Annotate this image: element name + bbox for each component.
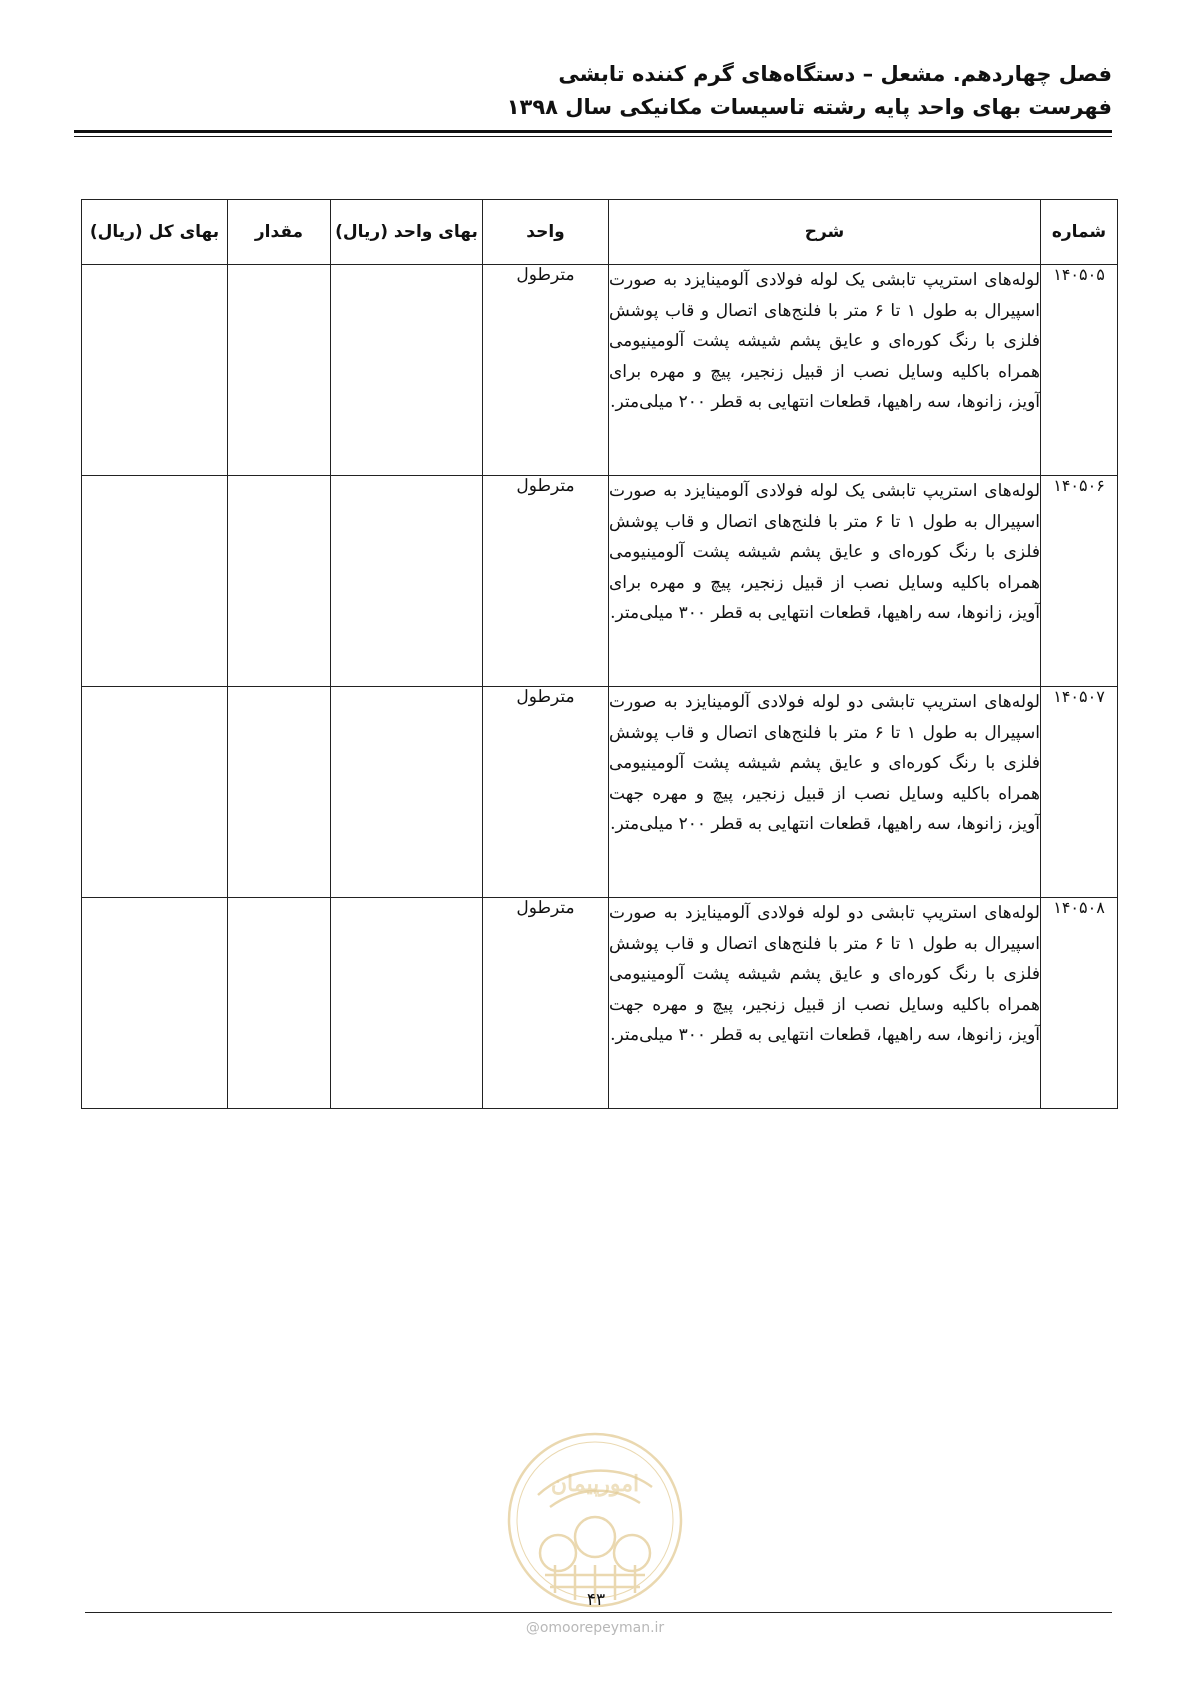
table-row: [82, 265, 1118, 476]
column-header-unit-price: بهای واحد (ریال): [331, 200, 483, 265]
header-rule-thick: [74, 130, 1112, 133]
row-code: ۱۴۰۵۰۷: [1041, 687, 1118, 898]
row-code: ۱۴۰۵۰۸: [1041, 898, 1118, 1109]
table-header-row: [82, 200, 1118, 265]
row-description: لوله‌های استریپ تابشی یک لوله فولادی آلومینایزد به صورت اسپیرال به طول ۱ تا ۶ متر با فلنج‌های اتصال و قاب پوشش فلزی با رنگ کوره‌ای و عایق پشم شیشه پشت آلومینیومی همراه باکلیه وسایل نصب از قبیل زنجیر، پیچ و مهره برای آویز، زانوها، سه راهیها، قطعات انتهایی به قطر ۲۰۰ میلی‌متر.: [609, 265, 1041, 476]
row-unit: مترطول: [483, 265, 609, 476]
header-rule-thin: [74, 136, 1112, 137]
row-total-price: [82, 476, 228, 687]
row-total-price: [82, 265, 228, 476]
watermark-text: امورپیمان: [550, 1471, 640, 1497]
price-list-table: [81, 199, 1118, 1109]
table-row: [82, 687, 1118, 898]
row-unit-price: [331, 687, 483, 898]
row-description: لوله‌های استریپ تابشی دو لوله فولادی آلومینایزد به صورت اسپیرال به طول ۱ تا ۶ متر با فلنج‌های اتصال و قاب پوشش فلزی با رنگ کوره‌ای و عایق پشم شیشه پشت آلومینیومی همراه باکلیه وسایل نصب از قبیل زنجیر، پیچ و مهره جهت آویز، زانوها، سه راهیها، قطعات انتهایی به قطر ۳۰۰ میلی‌متر.: [609, 898, 1041, 1109]
column-header-quantity: مقدار: [228, 200, 331, 265]
row-code: ۱۴۰۵۰۶: [1041, 476, 1118, 687]
column-header-unit: واحد: [483, 200, 609, 265]
row-unit: مترطول: [483, 898, 609, 1109]
row-quantity: [228, 476, 331, 687]
row-unit-price: [331, 476, 483, 687]
row-total-price: [82, 687, 228, 898]
website-watermark: @omoorepeyman.ir: [525, 1620, 665, 1636]
table-row: [82, 476, 1118, 687]
watermark-logo: [500, 1425, 690, 1615]
footer-rule: [85, 1612, 1112, 1613]
row-quantity: [228, 687, 331, 898]
row-unit-price: [331, 898, 483, 1109]
chapter-title: فصل چهاردهم. مشعل – دستگاه‌های گرم کننده تابشی: [558, 62, 1112, 86]
table-row: [82, 898, 1118, 1109]
row-code: ۱۴۰۵۰۵: [1041, 265, 1118, 476]
watermark-emblem-icon: [509, 1434, 681, 1606]
row-quantity: [228, 898, 331, 1109]
column-header-code: شماره: [1041, 200, 1118, 265]
row-quantity: [228, 265, 331, 476]
page-number: ۴۳: [586, 1590, 606, 1610]
document-title: فهرست بهای واحد پایه رشته تاسیسات مکانیکی سال ۱۳۹۸: [506, 95, 1112, 119]
row-total-price: [82, 898, 228, 1109]
row-description: لوله‌های استریپ تابشی دو لوله فولادی آلومینایزد به صورت اسپیرال به طول ۱ تا ۶ متر با فلنج‌های اتصال و قاب پوشش فلزی با رنگ کوره‌ای و عایق پشم شیشه پشت آلومینیومی همراه باکلیه وسایل نصب از قبیل زنجیر، پیچ و مهره جهت آویز، زانوها، سه راهیها، قطعات انتهایی به قطر ۲۰۰ میلی‌متر.: [609, 687, 1041, 898]
row-unit: مترطول: [483, 687, 609, 898]
column-header-description: شرح: [609, 200, 1041, 265]
page-header: [72, 58, 1112, 124]
column-header-total-price: بهای کل (ریال): [82, 200, 228, 265]
row-description: لوله‌های استریپ تابشی یک لوله فولادی آلومینایزد به صورت اسپیرال به طول ۱ تا ۶ متر با فلنج‌های اتصال و قاب پوشش فلزی با رنگ کوره‌ای و عایق پشم شیشه پشت آلومینیومی همراه باکلیه وسایل نصب از قبیل زنجیر، پیچ و مهره برای آویز، زانوها، سه راهیها، قطعات انتهایی به قطر ۳۰۰ میلی‌متر.: [609, 476, 1041, 687]
row-unit-price: [331, 265, 483, 476]
row-unit: مترطول: [483, 476, 609, 687]
